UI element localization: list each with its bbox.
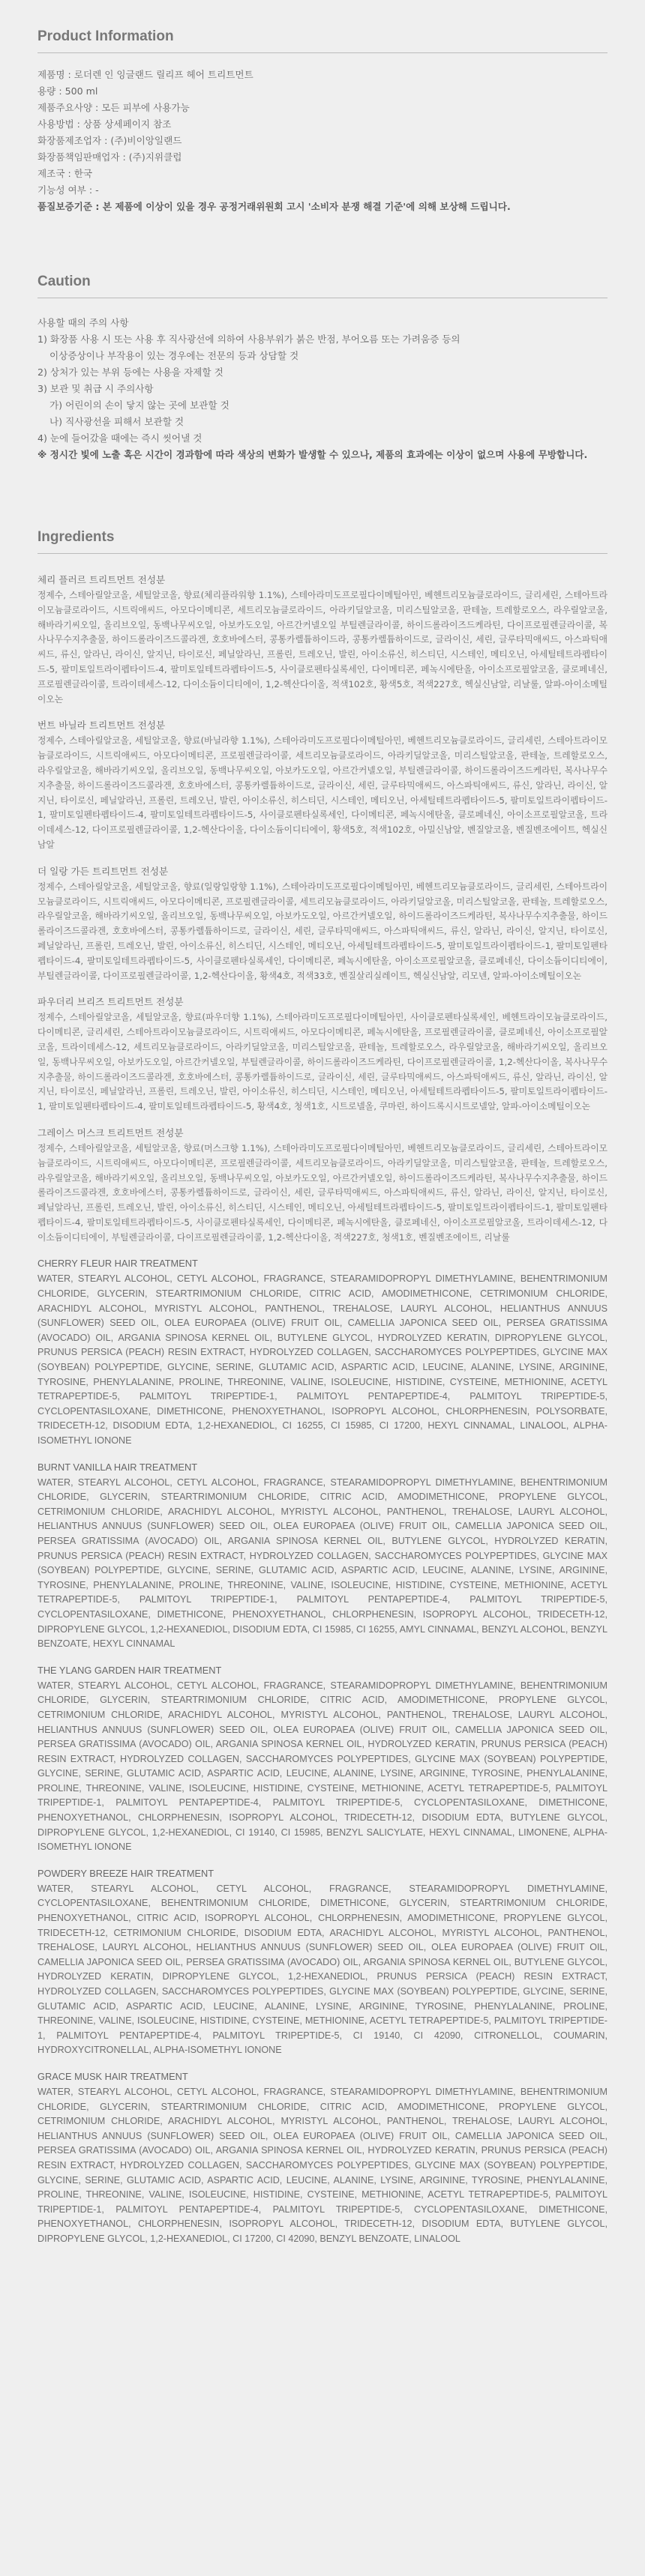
- ingredient-group-title: 파우더리 브리즈 트리트먼트 전성분: [38, 996, 184, 1008]
- product-info-line: 용량 : 500 ml: [38, 85, 98, 97]
- product-information-section: [38, 0, 608, 215]
- ingredient-group-ylang-garden-ko: [38, 863, 608, 984]
- section-title-caution: Caution: [38, 244, 608, 298]
- ingredient-group-grace-musk-ko: [38, 1125, 608, 1246]
- product-info-line: 제품주요사양 : 모든 피부에 사용가능: [38, 102, 190, 113]
- caution-section: [38, 244, 608, 463]
- ingredient-group-title: CHERRY FLEUR HAIR TREATMENT: [38, 1258, 198, 1270]
- ingredient-group-ylang-garden-en: [38, 1662, 608, 1855]
- ingredient-group-burnt-vanilla-en: [38, 1459, 608, 1652]
- ingredient-group-burnt-vanilla-ko: [38, 717, 608, 852]
- ingredient-list: WATER, STEARYL ALCOHOL, CETYL ALCOHOL, FRAGRANCE, STEARAMIDOPROPYL DIMETHYLAMINE, BEHENTRIMONIUM CHLORIDE, GLYCERIN, STEARTRIMONIUM CHLORIDE, CITRIC ACID, AMODIMETHICONE, PROPYLENE GLYCOL, CETRIMONIUM CHLORIDE, ARACHIDYL ALCOHOL, MYRISTYL ALCOHOL, PANTHENOL, TREHALOSE, LAURYL ALCOHOL, HELIANTHUS ANNUUS (SUNFLOWER) SEED OIL, OLEA EUROPAEA (OLIVE) FRUIT OIL, CAMELLIA JAPONICA SEED OIL, PERSEA GRATISSIMA (AVOCADO) OIL, ARGANIA SPINOSA KERNEL OIL, BUTYLENE GLYCOL, HYDROLYZED KERATIN, PRUNUS PERSICA (PEACH) RESIN EXTRACT, HYDROLYZED COLLAGEN, SACCHAROMYCES POLYPEPTIDES, GLYCINE MAX (SOYBEAN) POLYPEPTIDE, GLYCINE, SERINE, GLUTAMIC ACID, ASPARTIC ACID, LEUCINE, ALANINE, LYSINE, ARGININE, TYROSINE, PHENYLALANINE, PROLINE, THREONINE, VALINE, ISOLEUCINE, HISTIDINE, CYSTEINE, METHIONINE, ACETYL TETRAPEPTIDE-5, PALMITOYL TRIPEPTIDE-1, PALMITOYL PENTAPEPTIDE-4, PALMITOYL TRIPEPTIDE-5, CYCLOPENTASILOXANE, DIMETHICONE, PHENOXYETHANOL, CHLORPHENESIN, ISOPROPYL ALCOHOL, TRIDECETH-12, DIPROPYLENE GLYCOL, 1,2-HEXANEDIOL, DISODIUM EDTA, CI 15985, CI 16255, AMYL CINNAMAL, BENZYL ALCOHOL, BENZYL BENZOATE, HEXYL CINNAMAL: [38, 1476, 608, 1650]
- ingredient-group-powdery-breeze-en: [38, 1865, 608, 2058]
- ingredient-group-cherry-fleur-en: [38, 1255, 608, 1448]
- ingredient-list: 정제수, 스테아릴알코올, 세틸알코올, 향료(바닐라향 1.1%), 스테아라미도프로필다이메틸아민, 베헨트리모늄클로라이드, 글리세린, 스테아트라이모늄클로라이드, 시트릭애씨드, 아모다이메티콘, 프로필렌글라이콜, 세트리모늄클로라이드, 아라키딜알코올, 미리스틸알코올, 판테놀, 트레할로오스, 라우릴알코올, 해바라기씨오일, 올리브오일, 동백나무씨오일, 아보카도오일, 아르간커넬오일, 부틸렌글라이콜, 하이드롤라이즈드케라틴, 복사나무수지추출물, 하이드롤라이즈드콜라겐, 호호바에스터, 콩통카렐튬하이드로, 글라이신, 세린, 글루타믹애씨드, 아스파틱애씨드, 류신, 알라닌, 라이신, 알지닌, 타이로신, 페닐알라닌, 프롤린, 트레오닌, 발린, 아이소류신, 히스티딘, 시스테인, 메티오닌, 아세틸테트라펩타이드-5, 팔미토일트라이펩타이드-1, 팔미토일펜타펩타이드-4, 팔미토일테트라펩타이드-5, 사이클로펜타실록세인, 다이메티콘, 페녹시에탄올, 클로페네신, 아이소프로필알코올, 트라이데세스-12, 다이프로필렌글라이콜, 1,2-헥산다이올, 다이소듐이디티에이, 황색5호, 적색102호, 아밀신남알, 벤질알코올, 벤질벤조에이트, 헥실신남알: [38, 735, 608, 850]
- caution-line: 이상증상이나 부작용이 있는 경우에는 전문의 등과 상담할 것: [38, 350, 299, 361]
- ingredient-group-cherry-fleur-ko: [38, 572, 608, 707]
- ingredient-list: 정제수, 스테아릴알코올, 세틸알코올, 향료(체리플라워향 1.1%), 스테아라미도프로필다이메틸아민, 베헨트리모늄클로라이드, 글리세린, 스테아트라이모늄클로라이드, 시트릭애씨드, 아모다이메티콘, 세트리모늄클로라이드, 아라키딜알코올, 미리스틸알코올, 판테놀, 트레할로오스, 라우릴알코올, 해바라기씨오일, 올리브오일, 동백나무씨오일, 아보카도오일, 아르간커넬오일 부틸렌글라이콜, 하이드롤라이즈드케라틴, 다이프로필렌글라이콜, 복사나무수지추출물, 하이드롤라이즈드콜라겐, 호호바에스터, 콩통카렐튬하이드라, 콩통카렐튬하이드로, 글라이신, 세린, 글루타믹애씨드, 아스파틱애씨드, 류신, 알라닌, 라이신, 알지닌, 타이로신, 페닐알라닌, 프롤린, 트레오닌, 발린, 아이소류신, 히스티딘, 시스테인, 메티오닌, 아세틸테트라펩타이드-5, 팔미토일트라이펩타이드-4, 팔미토일테트라펩타이드-5, 사이클로펜타실록세인, 다이메티콘, 페녹시에탄올, 아이소프로필알코올, 클로페네신, 프로필렌글라이콜, 트라이데세스-12, 다이소듐이디티에이, 1,2-헥산다이올, 적색102호, 황색5호, 적색227호, 헥실신남알, 리날룰, 알파-아이소메틸이오논: [38, 590, 608, 705]
- ingredient-group-powdery-breeze-ko: [38, 994, 608, 1114]
- caution-line: 1) 화장품 사용 시 또는 사용 후 직사광선에 의하여 사용부위가 붉은 반점, 부어오름 또는 가려움증 등의: [38, 334, 460, 345]
- ingredient-group-title: 더 일랑 가든 트리트먼트 전성분: [38, 865, 169, 877]
- ingredient-list: WATER, STEARYL ALCOHOL, CETYL ALCOHOL, FRAGRANCE, STEARAMIDOPROPYL DIMETHYLAMINE, BEHENTRIMONIUM CHLORIDE, GLYCERIN, STEARTRIMONIUM CHLORIDE, CITRIC ACID, AMODIMETHICONE, CETRIMONIUM CHLORIDE, ARACHIDYL ALCOHOL, MYRISTYL ALCOHOL, PANTHENOL, TREHALOSE, LAURYL ALCOHOL, HELIANTHUS ANNUUS (SUNFLOWER) SEED OIL, OLEA EUROPAEA (OLIVE) FRUIT OIL, CAMELLIA JAPONICA SEED OIL, PERSEA GRATISSIMA (AVOCADO) OIL, ARGANIA SPINOSA KERNEL OIL, BUTYLENE GLYCOL, HYDROLYZED KERATIN, DIPROPYLENE GLYCOL, PRUNUS PERSICA (PEACH) RESIN EXTRACT, HYDROLYZED COLLAGEN, SACCHAROMYCES POLYPEPTIDES, GLYCINE MAX (SOYBEAN) POLYPEPTIDE, GLYCINE, SERINE, GLUTAMIC ACID, ASPARTIC ACID, LEUCINE, ALANINE, LYSINE, ARGININE, TYROSINE, PHENYLALANINE, PROLINE, THREONINE, VALINE, ISOLEUCINE, HISTIDINE, CYSTEINE, METHIONINE, ACETYL TETRAPEPTIDE-5, PALMITOYL TRIPEPTIDE-1, PALMITOYL PENTAPEPTIDE-4, PALMITOYL TRIPEPTIDE-5, CYCLOPENTASILOXANE, DIMETHICONE, PHENOXYETHANOL, ISOPROPYL ALCOHOL, CHLORPHENESIN, POLYSORBATE, TRIDECETH-12, DISODIUM EDTA, 1,2-HEXANEDIOL, CI 16255, CI 15985, CI 17200, HEXYL CINNAMAL, LINALOOL, ALPHA-ISOMETHYL IONONE: [38, 1273, 608, 1447]
- ingredient-list: WATER, STEARYL ALCOHOL, CETYL ALCOHOL, FRAGRANCE, STEARAMIDOPROPYL DIMETHYLAMINE, BEHENTRIMONIUM CHLORIDE, GLYCERIN, STEARTRIMONIUM CHLORIDE, CITRIC ACID, AMODIMETHICONE, PROPYLENE GLYCOL, CETRIMONIUM CHLORIDE, ARACHIDYL ALCOHOL, MYRISTYL ALCOHOL, PANTHENOL, TREHALOSE, LAURYL ALCOHOL, HELIANTHUS ANNUUS (SUNFLOWER) SEED OIL, OLEA EUROPAEA (OLIVE) FRUIT OIL, CAMELLIA JAPONICA SEED OIL, PERSEA GRATISSIMA (AVOCADO) OIL, ARGANIA SPINOSA KERNEL OIL, HYDROLYZED KERATIN, PRUNUS PERSICA (PEACH) RESIN EXTRACT, HYDROLYZED COLLAGEN, SACCHAROMYCES POLYPEPTIDES, GLYCINE MAX (SOYBEAN) POLYPEPTIDE, GLYCINE, SERINE, GLUTAMIC ACID, ASPARTIC ACID, LEUCINE, ALANINE, LYSINE, ARGININE, TYROSINE, PHENYLALANINE, PROLINE, THREONINE, VALINE, ISOLEUCINE, HISTIDINE, CYSTEINE, METHIONINE, ACETYL TETRAPEPTIDE-5, PALMITOYL TRIPEPTIDE-1, PALMITOYL PENTAPEPTIDE-4, PALMITOYL TRIPEPTIDE-5, CYCLOPENTASILOXANE, DIMETHICONE, PHENOXYETHANOL, CHLORPHENESIN, ISOPROPYL ALCOHOL, TRIDECETH-12, DISODIUM EDTA, BUTYLENE GLYCOL, DIPROPYLENE GLYCOL, 1,2-HEXANEDIOL, CI 17200, CI 42090, BENZYL BENZOATE, LINALOOL: [38, 2086, 608, 2244]
- product-info-line: 제품명 : 로더렌 인 잉글랜드 릴리프 헤어 트리트먼트: [38, 69, 254, 80]
- ingredient-list: 정제수, 스테아릴알코올, 세틸알코올, 향료(일랑일랑향 1.1%), 스테아라미도프로필다이메틸아민, 베헨트리모늄클로라이드, 글리세린, 스테아트라이모늄클로라이드, 시트릭애씨드, 아모다이메티콘, 프로필렌글라이콜, 세트리모늄클로라이드, 아라키딜알코올, 미리스틸알코올, 판테놀, 트레할로오스, 라우릴알코올, 해바라기씨오일, 올리브오일, 동백나무씨오일, 아보카도오일, 아르간커넬오일, 하이드롤라이즈드케라틴, 복사나무수지추출물, 하이드롤라이즈드콜라겐, 호호바에스터, 콩통카렐튬하이드로, 글라이신, 세린, 글루타믹애씨드, 아스파틱애씨드, 류신, 알라닌, 라이신, 알지닌, 타이로신, 페닐알라닌, 프롤린, 트레오닌, 발린, 아이소류신, 히스티딘, 시스테인, 메티오닌, 아세틸테트라펩타이드-5, 팔미토일트라이펩타이드-1, 팔미토일펜타펩타이드-4, 팔미토일테트라펩타이드-5, 사이클로펜타실록세인, 다이메티콘, 페녹시에탄올, 아이소프로필알코올, 클로페네신, 다이소듐이디티에이, 부틸렌글라이콜, 다이프로필렌글라이콜, 1,2-헥산다이올, 황색4호, 적색33호, 벤질살리실레이트, 헥실신남알, 리모넨, 알파-아이소메틸이오논: [38, 881, 608, 981]
- ingredient-groups: [38, 572, 608, 2247]
- product-info-line: 기능성 여부 : -: [38, 184, 99, 196]
- caution-line: 가) 어린이의 손이 닿지 않는 곳에 보관할 것: [38, 399, 230, 411]
- section-title-ingredients: Ingredients: [38, 499, 608, 554]
- caution-lines: [38, 315, 608, 463]
- caution-line: 사용할 때의 주의 사항: [38, 317, 129, 328]
- product-info-line: 제조국 : 한국: [38, 168, 93, 179]
- color-change-note: ※ 정시간 빛에 노출 혹은 시간이 경과함에 따라 색상의 변화가 발생할 수 있으나, 제품의 효과에는 이상이 없으며 사용에 무방합니다.: [38, 449, 588, 460]
- ingredient-list: WATER, STEARYL ALCOHOL, CETYL ALCOHOL, FRAGRANCE, STEARAMIDOPROPYL DIMETHYLAMINE, CYCLOPENTASILOXANE, BEHENTRIMONIUM CHLORIDE, DIMETHICONE, GLYCERIN, STEARTRIMONIUM CHLORIDE, PHENOXYETHANOL, CITRIC ACID, ISOPROPYL ALCOHOL, CHLORPHENESIN, AMODIMETHICONE, PROPYLENE GLYCOL, TRIDECETH-12, CETRIMONIUM CHLORIDE, DISODIUM EDTA, ARACHIDYL ALCOHOL, MYRISTYL ALCOHOL, PANTHENOL, TREHALOSE, LAURYL ALCOHOL, HELIANTHUS ANNUUS (SUNFLOWER) SEED OIL, OLEA EUROPAEA (OLIVE) FRUIT OIL, CAMELLIA JAPONICA SEED OIL, PERSEA GRATISSIMA (AVOCADO) OIL, ARGANIA SPINOSA KERNEL OIL, BUTYLENE GLYCOL, HYDROLYZED KERATIN, DIPROPYLENE GLYCOL, 1,2-HEXANEDIOL, PRUNUS PERSICA (PEACH) RESIN EXTRACT, HYDROLYZED COLLAGEN, SACCHAROMYCES POLYPEPTIDES, GLYCINE MAX (SOYBEAN) POLYPEPTIDE, GLYCINE, SERINE, GLUTAMIC ACID, ASPARTIC ACID, LEUCINE, ALANINE, LYSINE, ARGININE, TYROSINE, PHENYLALANINE, PROLINE, THREONINE, VALINE, ISOLEUCINE, HISTIDINE, CYSTEINE, METHIONINE, ACETYL TETRAPEPTIDE-5, PALMITOYL TRIPEPTIDE-1, PALMITOYL PENTAPEPTIDE-4, PALMITOYL TRIPEPTIDE-5, CI 19140, CI 42090, CITRONELLOL, COUMARIN, HYDROXYCITRONELLAL, ALPHA-ISOMETHYL IONONE: [38, 1883, 608, 2056]
- ingredient-list: 정제수, 스테아릴알코올, 세틸알코올, 향료(머스크향 1.1%), 스테아라미도프로필다이메틸아민, 베헨트리모늄클로라이드, 글리세린, 스테아트라이모늄클로라이드, 시트릭애씨드, 아모다이메티콘, 프로필렌글라이콜, 세트리모늄클로라이드, 아라키딜알코올, 미리스틸알코올, 판테놀, 트레할로오스, 라우릴알코올, 해바라기씨오일, 올리브오일, 동백나무씨오일, 아보카도오일, 아르간커넬오일, 하이드롤라이즈드케라틴, 복사나무수지추출물, 하이드롤라이즈드콜라겐, 호호바에스터, 콩통카렐튬하이드로, 글라이신, 세린, 글루타믹애씨드, 아스파틱애씨드, 류신, 알라닌, 라이신, 알지닌, 타이로신, 페닐알라닌, 프롤린, 트레오닌, 발린, 아이소류신, 히스티딘, 시스테인, 메티오닌, 아세틸테트라펩타이드-5, 팔미토일트라이펩타이드-1, 팔미토일펜타펩타이드-4, 팔미토일테트라펩타이드-5, 사이클로펜타실록세인, 다이메티콘, 페녹시에탄올, 클로페네신, 아이소프로필알코올, 트라이데세스-12, 다이소듐이디티에이, 부틸렌글라이콜, 다이프로필렌글라이콜, 1,2-헥산다이올, 적색227호, 청색1호, 벤질벤조에이트, 리날룰: [38, 1142, 608, 1243]
- ingredient-group-title: THE YLANG GARDEN HAIR TREATMENT: [38, 1664, 222, 1676]
- ingredient-list: 정제수, 스테아릴알코올, 세틸알코올, 향료(파우더향 1.1%), 스테아라미도프로필다이메틸아민, 사이클로펜타실록세인, 베헨트라이모늄클로라이드, 다이메티콘, 글리세린, 스테아트라이모늄클로라이드, 시트릭애씨드, 아모다이메티콘, 페녹시에탄올, 프로필렌글라이콜, 클로페네신, 아이소프로필알코올, 트라이데세스-12, 세트리모늄클로라이드, 아라키딜알코올, 미리스틸알코올, 판테놀, 트레할로오스, 라우릴알코올, 해바라기씨오일, 올리브오일, 동백나무씨오일, 아보카도오일, 아르간커넬오일, 부틸렌글라이콜, 하이드롤라이즈드케라틴, 다이프로필렌글라이콜, 1,2-헥산다이올, 복사나무수지추출물, 하이드롤라이즈드콜라겐, 호호바에스터, 콩통카렐튬하이드로, 글라이신, 세린, 글루타믹애씨드, 아스파틱애씨드, 류신, 알라닌, 라이신, 알지닌, 타이로신, 페닐알라닌, 프롤린, 트레오닌, 발린, 아이소류신, 히스티딘, 시스테인, 메티오닌, 아세틸테트라펩타이드-5, 팔미토일트라이펩타이드-1, 팔미토일펜타펩타이드-4, 팔미토일테트라펩타이드-5, 황색4호, 청색1호, 시트로넬올, 쿠마린, 하이드록시시트로넬알, 알파-아이소메틸이오논: [38, 1012, 608, 1112]
- ingredient-group-grace-musk-en: [38, 2069, 608, 2247]
- ingredient-list: WATER, STEARYL ALCOHOL, CETYL ALCOHOL, FRAGRANCE, STEARAMIDOPROPYL DIMETHYLAMINE, BEHENTRIMONIUM CHLORIDE, GLYCERIN, STEARTRIMONIUM CHLORIDE, CITRIC ACID, AMODIMETHICONE, PROPYLENE GLYCOL, CETRIMONIUM CHLORIDE, ARACHIDYL ALCOHOL, MYRISTYL ALCOHOL, PANTHENOL, TREHALOSE, LAURYL ALCOHOL, HELIANTHUS ANNUUS (SUNFLOWER) SEED OIL, OLEA EUROPAEA (OLIVE) FRUIT OIL, CAMELLIA JAPONICA SEED OIL, PERSEA GRATISSIMA (AVOCADO) OIL, ARGANIA SPINOSA KERNEL OIL, HYDROLYZED KERATIN, PRUNUS PERSICA (PEACH) RESIN EXTRACT, HYDROLYZED COLLAGEN, SACCHAROMYCES POLYPEPTIDES, GLYCINE MAX (SOYBEAN) POLYPEPTIDE, GLYCINE, SERINE, GLUTAMIC ACID, ASPARTIC ACID, LEUCINE, ALANINE, LYSINE, ARGININE, TYROSINE, PHENYLALANINE, PROLINE, THREONINE, VALINE, ISOLEUCINE, HISTIDINE, CYSTEINE, METHIONINE, ACETYL TETRAPEPTIDE-5, PALMITOYL TRIPEPTIDE-1, PALMITOYL PENTAPEPTIDE-4, PALMITOYL TRIPEPTIDE-5, CYCLOPENTASILOXANE, DIMETHICONE, PHENOXYETHANOL, CHLORPHENESIN, ISOPROPYL ALCOHOL, TRIDECETH-12, DISODIUM EDTA, BUTYLENE GLYCOL, DIPROPYLENE GLYCOL, 1,2-HEXANEDIOL, CI 19140, CI 15985, BENZYL SALICYLATE, HEXYL CINNAMAL, LIMONENE, ALPHA-ISOMETHYL IONONE: [38, 1680, 608, 1853]
- caution-line: 4) 눈에 들어갔을 때에는 즉시 씻어낼 것: [38, 432, 202, 444]
- product-info-line: 화장품제조업자 : (주)비이앙일랜드: [38, 135, 182, 146]
- product-info-line: 화장품책임판매업자 : (주)지위클럽: [38, 151, 182, 163]
- caution-line: 3) 보관 및 취급 시 주의사항: [38, 383, 154, 394]
- product-info-line: 사용방법 : 상품 상세페이지 참조: [38, 118, 172, 130]
- quality-guarantee-note: 품질보증기준 : 본 제품에 이상이 있을 경우 공정거래위원회 고시 '소비자 분쟁 해결 기준'에 의해 보상해 드립니다.: [38, 201, 511, 212]
- ingredient-group-title: BURNT VANILLA HAIR TREATMENT: [38, 1461, 198, 1473]
- ingredient-group-title: 체리 플러르 트리트먼트 전성분: [38, 574, 166, 585]
- ingredient-group-title: POWDERY BREEZE HAIR TREATMENT: [38, 1867, 214, 1879]
- ingredient-group-title: 그레이스 머스크 트리트먼트 전성분: [38, 1126, 184, 1138]
- ingredients-section: [38, 499, 608, 2247]
- ingredient-group-title: GRACE MUSK HAIR TREATMENT: [38, 2070, 188, 2082]
- product-info-lines: [38, 67, 608, 215]
- caution-line: 2) 상처가 있는 부위 등에는 사용을 자제할 것: [38, 367, 224, 378]
- section-title-product-information: Product Information: [38, 0, 608, 53]
- ingredient-group-title: 번트 바닐라 트리트먼트 전성분: [38, 720, 166, 732]
- caution-line: 나) 직사광선을 피해서 보관할 것: [38, 416, 184, 427]
